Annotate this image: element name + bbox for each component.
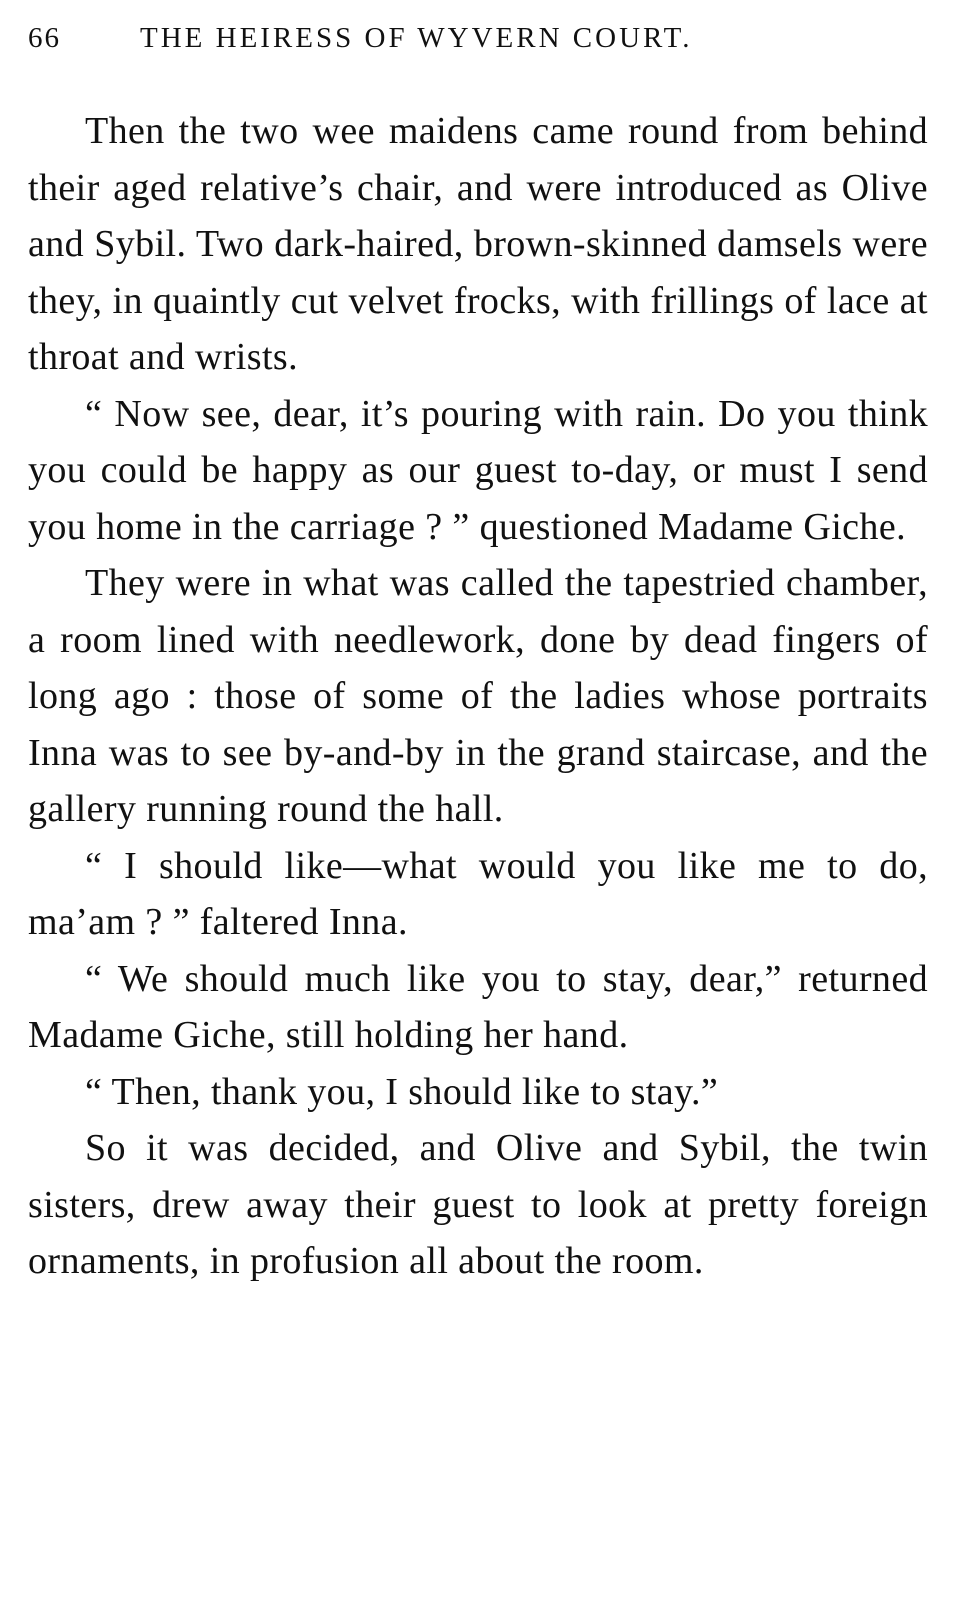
paragraph: “ We should much like you to stay, dear,” returned Madame Giche, still holding her hand. [28, 957, 928, 1056]
paragraph: They were in what was called the tapestried chamber, a room lined with needlework, done by dead fingers of long ago : those of some of the ladies whose portraits Inna was to see by-and-by in the grand staircase, and the gallery running round the hall. [28, 562, 928, 830]
paragraph: So it was decided, and Olive and Sybil, the twin sisters, drew away their guest to look at pretty foreign ornaments, in profusion all about the room. [28, 1127, 928, 1282]
running-title: THE HEIRESS OF WYVERN COURT. [140, 22, 693, 54]
page-number: 66 [28, 22, 61, 54]
paragraph: “ Now see, dear, it’s pouring with rain. Do you think you could be happy as our guest to-day, or must I send you home in the carriage ? ” questioned Madame Giche. [28, 392, 928, 548]
paragraph: Then the two wee maidens came round from behind their aged relative’s chair, and were introduced as Olive and Sybil. Two dark-haired, brown-skinned damsels were they, in quaintly cut velvet frocks, with frillings of lace at throat and wrists. [28, 110, 928, 378]
body-text [28, 103, 928, 1290]
running-head [28, 22, 938, 62]
paragraph: “ I should like—what would you like me to do, ma’am ? ” faltered Inna. [28, 844, 928, 943]
paragraph: “ Then, thank you, I should like to stay.” [85, 1070, 719, 1113]
